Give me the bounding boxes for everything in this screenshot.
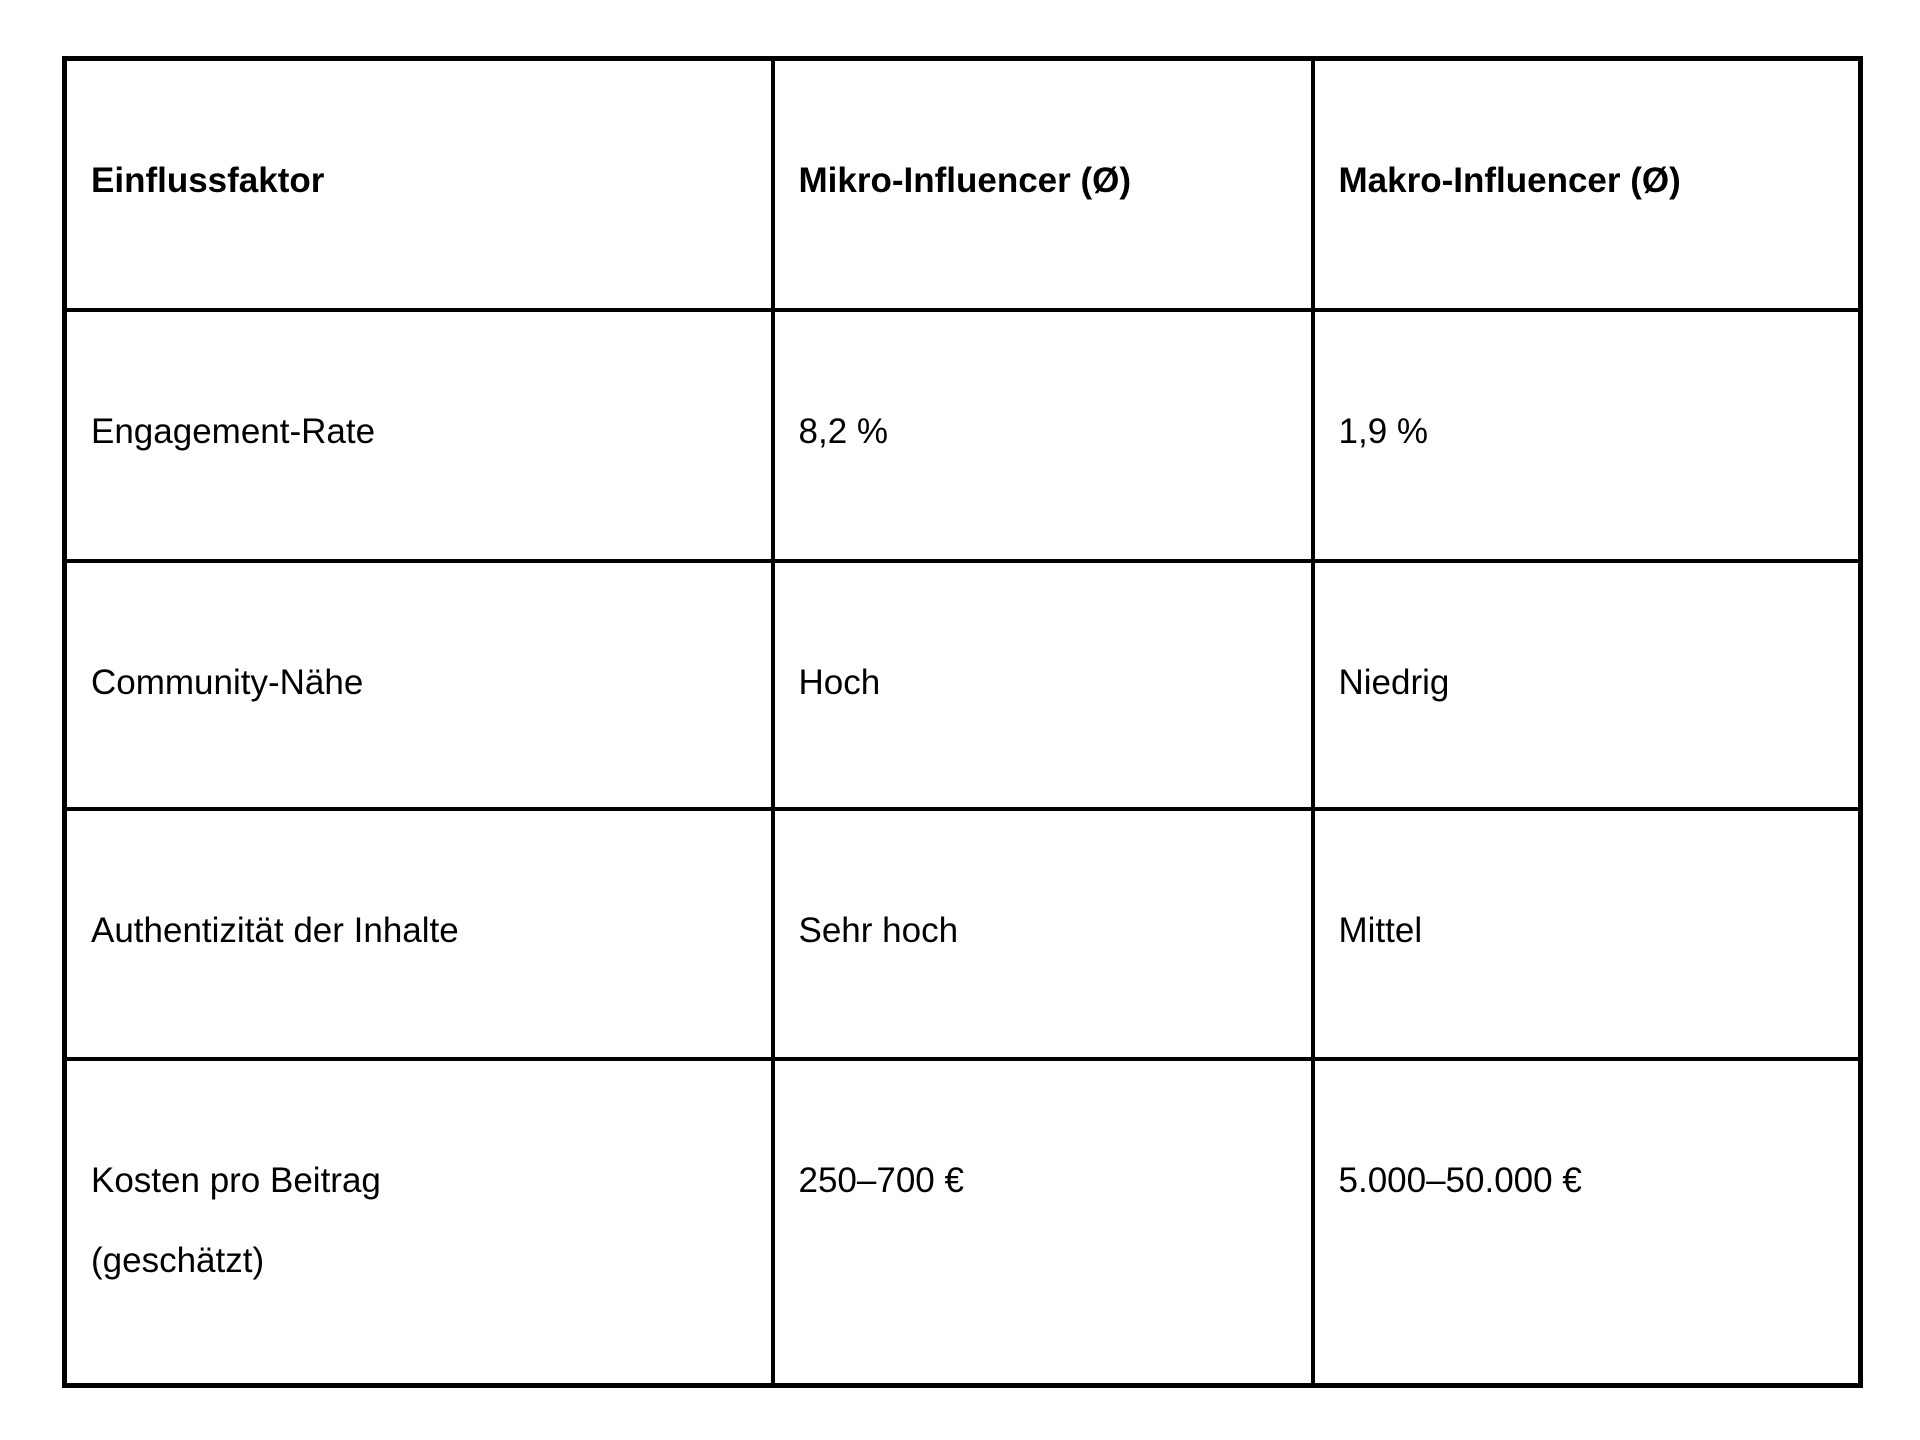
cell-factor: Community-Nähe	[65, 561, 773, 809]
header-row	[65, 59, 1861, 310]
influencer-comparison-table	[62, 56, 1863, 1388]
cell-makro-value: 1,9 %	[1313, 310, 1861, 561]
cell-factor-line-2: (geschätzt)	[91, 1240, 265, 1280]
table-row-community-naehe	[65, 561, 1861, 809]
cell-makro-value: Niedrig	[1313, 561, 1861, 809]
cell-factor: Engagement-Rate	[65, 310, 773, 561]
column-header-mikro-influencer: Mikro-Influencer (Ø)	[773, 59, 1313, 310]
column-header-einflussfaktor: Einflussfaktor	[65, 59, 773, 310]
table-row-engagement-rate	[65, 310, 1861, 561]
cell-makro-value: 5.000–50.000 €	[1313, 1059, 1861, 1386]
cell-factor	[65, 1059, 773, 1386]
cell-mikro-value: Hoch	[773, 561, 1313, 809]
cell-factor: Authentizität der Inhalte	[65, 809, 773, 1059]
cell-makro-value: Mittel	[1313, 809, 1861, 1059]
cell-mikro-value: 250–700 €	[773, 1059, 1313, 1386]
cell-factor-line-1: Kosten pro Beitrag	[91, 1160, 381, 1200]
cell-mikro-value: 8,2 %	[773, 310, 1313, 561]
table-row-kosten-pro-beitrag	[65, 1059, 1861, 1386]
column-header-makro-influencer: Makro-Influencer (Ø)	[1313, 59, 1861, 310]
cell-mikro-value: Sehr hoch	[773, 809, 1313, 1059]
table-row-authentizitaet	[65, 809, 1861, 1059]
